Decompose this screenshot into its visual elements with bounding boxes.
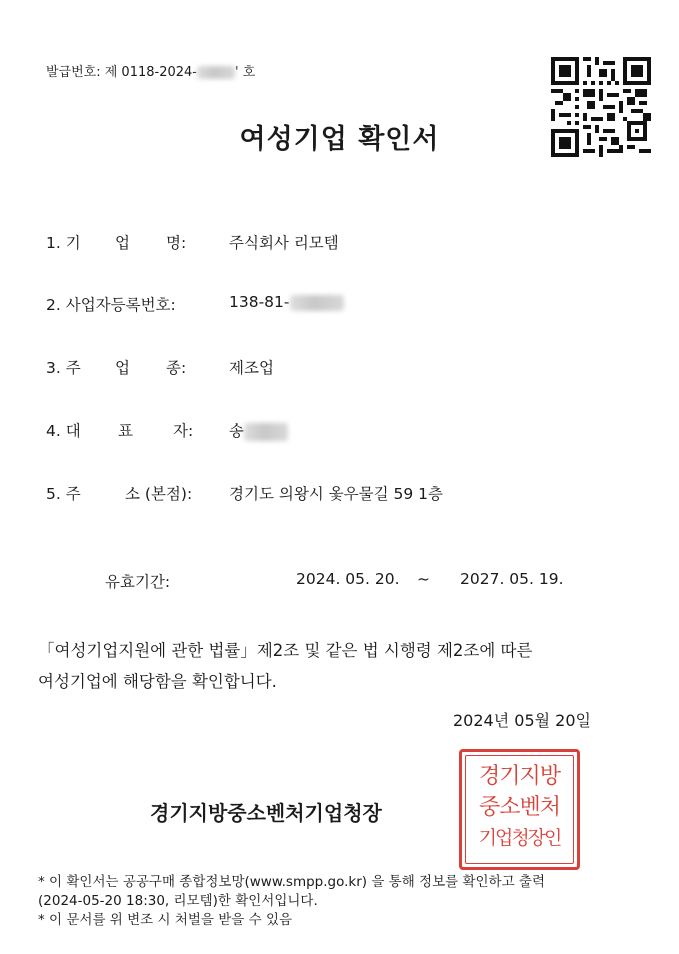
validity-start: 2024. 05. 20. — [296, 570, 400, 588]
field-label: 3. 주 업 종: — [46, 359, 187, 377]
field-label: 4. 대 표 자: — [46, 422, 194, 440]
issuer-name: 경기지방중소벤처기업청장 — [150, 801, 382, 825]
field-business-type — [0, 356, 679, 380]
business-number-value: 138-81- — [229, 293, 344, 311]
validity-label: 유효기간: — [105, 573, 171, 591]
issue-number-suffix: ' 호 — [235, 65, 256, 80]
document-title: 여성기업 확인서 — [239, 124, 440, 155]
representative-value: 송 — [229, 419, 288, 441]
validity-end: 2027. 05. 19. — [460, 570, 564, 588]
redacted-business-number — [290, 295, 344, 311]
field-label: 2. 사업자등록번호: — [46, 296, 176, 314]
redacted-representative-name — [244, 423, 288, 441]
address-value: 경기도 의왕시 옻우물길 59 1층 — [229, 485, 443, 503]
field-representative — [0, 419, 679, 443]
note-line: * 이 문서를 위 변조 시 처벌을 받을 수 있음 — [38, 912, 293, 928]
validity-period — [0, 570, 679, 594]
field-label: 1. 기 업 명: — [46, 234, 187, 252]
official-seal-stamp: 경기지방 중소벤처 기업청장인 — [459, 749, 580, 870]
field-label: 5. 주 소 (본점): — [46, 485, 193, 503]
statement-line: 여성기업에 해당함을 확인합니다. — [38, 672, 277, 691]
company-name-value: 주식회사 리모템 — [229, 234, 339, 252]
field-address — [0, 482, 679, 506]
issue-number — [46, 61, 255, 80]
issue-date: 2024년 05월 20일 — [453, 711, 591, 730]
footer-notes — [38, 873, 545, 930]
field-business-number — [0, 293, 679, 317]
validity-separator: ~ — [417, 570, 430, 588]
issue-number-prefix: 발급번호: 제 0118-2024- — [46, 65, 197, 80]
redacted-issue-number — [197, 66, 235, 79]
confirmation-statement — [38, 635, 532, 697]
business-type-value: 제조업 — [229, 359, 274, 377]
statement-line: 「여성기업지원에 관한 법률」제2조 및 같은 법 시행령 제2조에 따른 — [38, 641, 533, 660]
note-line: * 이 확인서는 공공구매 종합정보망(www.smpp.go.kr) 을 통해 정보를 확인하고 출력 — [38, 874, 546, 890]
note-line: (2024-05-20 18:30, 리모템)한 확인서입니다. — [38, 893, 318, 909]
field-company-name — [0, 231, 679, 255]
